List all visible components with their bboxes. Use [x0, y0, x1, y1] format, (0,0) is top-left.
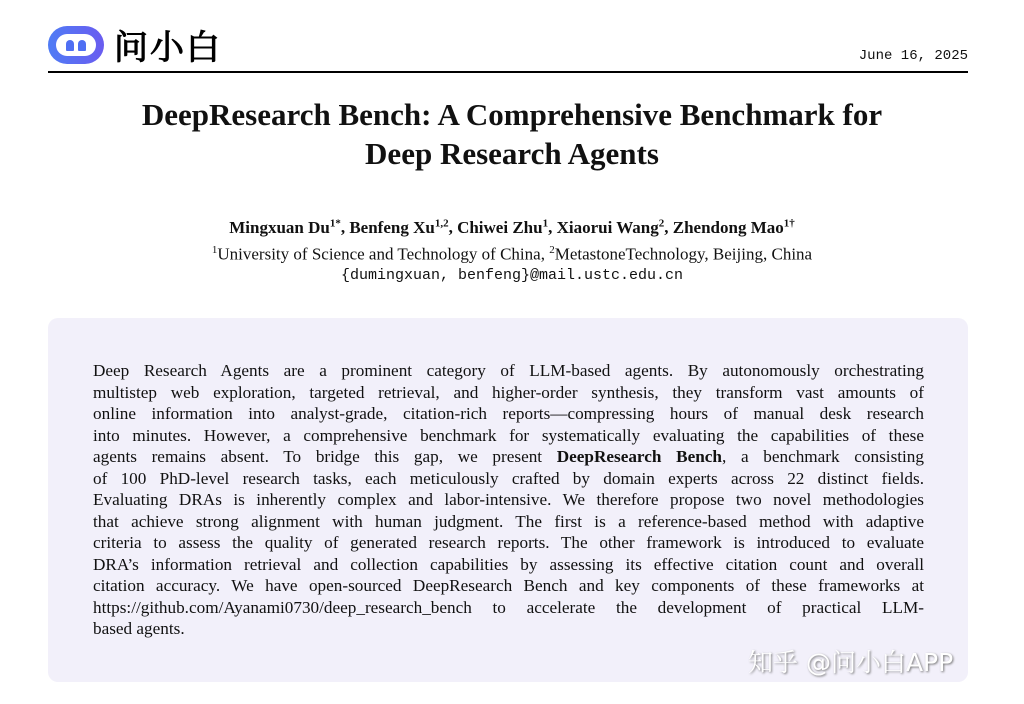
author: Chiwei Zhu$^1$ [457, 217, 549, 237]
brand-name: 问小白 [114, 28, 222, 68]
author: Mingxuan $Du^{1*}$ [229, 217, 341, 237]
abstract-line: Evaluating DRAs is inherently complex and labor-intensive. We therefore propose two novel methodologies [93, 490, 924, 509]
abstract-line: https://github.com/Ayanami0730/deep_research_bench to accelerate the development of practical LLM- [93, 597, 924, 617]
logo-icon [48, 26, 104, 64]
abstract-line: that achieve strong alignment with human judgment. The first is a reference-based method with adaptive [93, 511, 924, 531]
paper-title [0, 95, 1024, 173]
abstract-line: criteria to assess the quality of generated research reports. The other framework is introduced to evaluate [93, 533, 924, 552]
author: Benfeng Xu$^{1,2}$ [349, 217, 449, 237]
abstract-line: citation accuracy. We have open-sourced DeepResearch Bench and key components of these frameworks at [93, 576, 924, 595]
abstract-line: of 100 PhD-level research tasks, each meticulously crafted by domain experts across 22 distinct fields. [93, 468, 924, 488]
abstract-line: multistep web exploration, targeted retrieval, and higher-order synthesis, they transform vast amounts of [93, 382, 924, 402]
title-line: Deep Research Agents [365, 136, 659, 171]
email: {dumingxuan, benfeng}@mail.ustc.edu.cn [340, 267, 684, 285]
abstract-line: based agents. [93, 619, 185, 638]
abstract-line: into minutes. However, a comprehensive benchmark for systematically evaluating the capabilities of these [93, 425, 924, 445]
author: Zhendong Mao$^{1\dagger}$ [672, 217, 795, 237]
header-rule [48, 71, 968, 73]
author: Xiaorui Wang$^2$ [556, 217, 665, 237]
abstract [93, 360, 924, 640]
brand-logo [48, 20, 222, 69]
date: June 16, 2025 [858, 48, 968, 64]
abstract-line: Deep Research Agents are a prominent category of LLM-based agents. By autonomously orchestrating [93, 361, 924, 380]
author-block [0, 212, 1024, 287]
affiliations: $^1$University of Science and Technology of China, $^2$MetastoneTechnology, Beijing, China [211, 243, 813, 264]
abstract-line: agents remains absent. To bridge this gap, we present DeepResearch Bench, a benchmark consisting [93, 447, 924, 466]
abstract-line: online information into analyst-grade, citation-rich reports—compressing hours of manual desk research [93, 404, 924, 423]
abstract-line: DRA’s information retrieval and collection capabilities by assessing its effective citation count and overall [93, 554, 924, 574]
watermark: 知乎 @问小白APP [748, 648, 954, 677]
author-list: Mingxuan $Du^{1*}$, Benfeng Xu$^{1,2}$, Chiwei Zhu$^1$, Xiaorui Wang$^2$, Zhendong Mao$^{1\dagger}$ [229, 217, 795, 237]
title-line: DeepResearch Bench: A Comprehensive Benchmark for [141, 97, 883, 132]
